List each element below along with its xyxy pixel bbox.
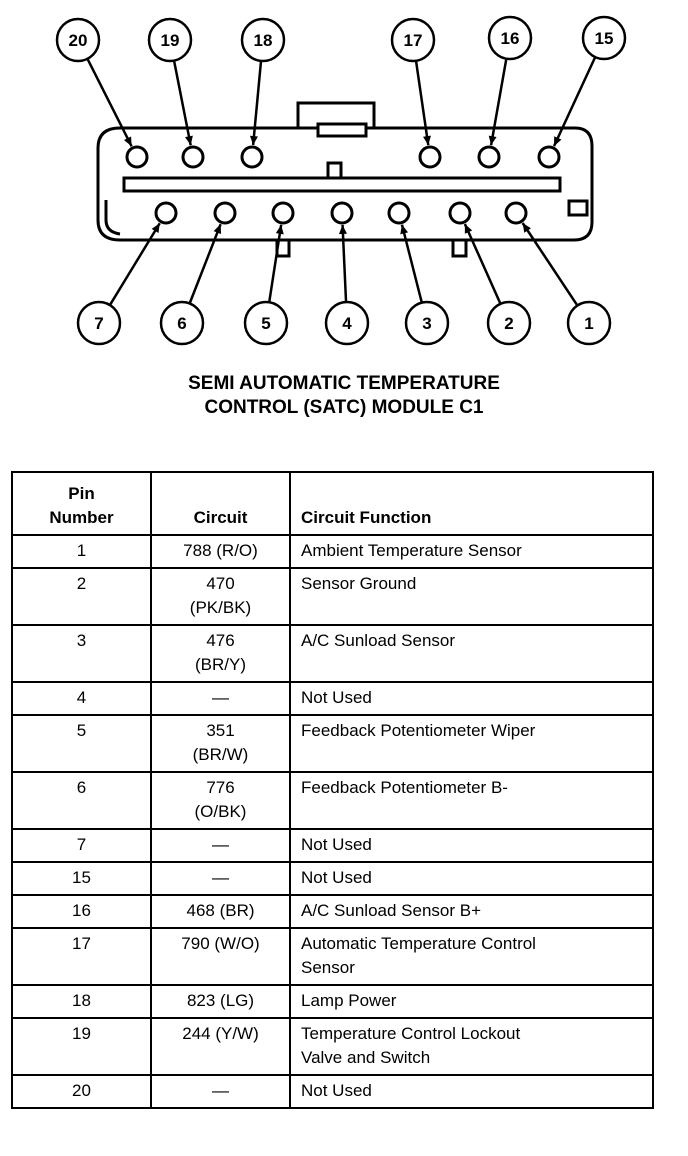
cell-pin-number: 7 bbox=[12, 829, 151, 862]
leader-line bbox=[491, 60, 506, 146]
function-line: Ambient Temperature Sensor bbox=[301, 541, 522, 560]
cell-pin-number: 4 bbox=[12, 682, 151, 715]
pin-hole bbox=[450, 203, 470, 223]
function-line: Temperature Control Lockout bbox=[301, 1024, 521, 1043]
pin-hole bbox=[127, 147, 147, 167]
header-pin-line-2: Number bbox=[49, 508, 114, 527]
cell-circuit bbox=[151, 862, 290, 895]
circuit-line: — bbox=[212, 868, 229, 887]
table-row bbox=[12, 1075, 653, 1108]
cell-pin-number: 2 bbox=[12, 568, 151, 625]
pin-hole bbox=[215, 203, 235, 223]
cell-circuit-function bbox=[290, 715, 653, 772]
cell-circuit bbox=[151, 1018, 290, 1075]
circuit-line: (O/BK) bbox=[194, 802, 247, 821]
function-line: Feedback Potentiometer Wiper bbox=[301, 721, 536, 740]
circuit-line: — bbox=[212, 835, 229, 854]
circuit-line: 788 (R/O) bbox=[183, 541, 258, 560]
circuit-line: (BR/Y) bbox=[195, 655, 246, 674]
pin-hole bbox=[506, 203, 526, 223]
cell-circuit bbox=[151, 895, 290, 928]
cell-pin-number: 1 bbox=[12, 535, 151, 568]
cell-pin-number: 15 bbox=[12, 862, 151, 895]
leader-line bbox=[269, 225, 281, 301]
cell-pin-number: 3 bbox=[12, 625, 151, 682]
function-line: Valve and Switch bbox=[301, 1048, 431, 1067]
callout-pin-number: 15 bbox=[594, 29, 614, 48]
header-circuit: Circuit bbox=[151, 472, 290, 535]
cell-pin-number: 18 bbox=[12, 985, 151, 1018]
cell-pin-number: 5 bbox=[12, 715, 151, 772]
cell-circuit bbox=[151, 829, 290, 862]
leader-line bbox=[402, 225, 422, 302]
header-circuit-function: Circuit Function bbox=[290, 472, 653, 535]
function-line: Sensor bbox=[301, 958, 355, 977]
cell-circuit-function bbox=[290, 682, 653, 715]
callout-pin-number: 3 bbox=[422, 314, 432, 333]
cell-pin-number: 19 bbox=[12, 1018, 151, 1075]
leader-line bbox=[174, 62, 190, 146]
function-line: Sensor Ground bbox=[301, 574, 417, 593]
leader-line bbox=[465, 224, 500, 303]
cell-circuit-function bbox=[290, 928, 653, 985]
cell-circuit bbox=[151, 568, 290, 625]
table-row bbox=[12, 862, 653, 895]
cell-pin-number: 17 bbox=[12, 928, 151, 985]
leader-arrowhead bbox=[185, 136, 193, 146]
circuit-line: 823 (LG) bbox=[186, 991, 255, 1010]
pin-hole bbox=[332, 203, 352, 223]
leader-arrowhead bbox=[339, 225, 347, 234]
header-pin-number bbox=[12, 472, 151, 535]
leader-line bbox=[190, 224, 221, 302]
cell-circuit bbox=[151, 772, 290, 829]
pin-hole bbox=[242, 147, 262, 167]
table-row bbox=[12, 625, 653, 682]
function-line: Not Used bbox=[301, 835, 372, 854]
callout-pin-number: 7 bbox=[94, 314, 104, 333]
table-body bbox=[12, 535, 653, 1108]
cell-circuit bbox=[151, 715, 290, 772]
bottom-pin-holes bbox=[156, 203, 526, 223]
table-row bbox=[12, 985, 653, 1018]
cell-circuit-function bbox=[290, 1075, 653, 1108]
header-pin-line-1: Pin bbox=[68, 484, 95, 503]
pin-hole bbox=[156, 203, 176, 223]
callout-pin-number: 5 bbox=[261, 314, 271, 333]
circuit-line: 476 bbox=[206, 631, 235, 650]
circuit-line: — bbox=[212, 688, 229, 707]
pin-callout bbox=[400, 225, 448, 344]
cell-pin-number: 6 bbox=[12, 772, 151, 829]
table-row bbox=[12, 715, 653, 772]
function-line: Not Used bbox=[301, 688, 372, 707]
leader-arrowhead bbox=[489, 136, 497, 146]
table-header-row bbox=[12, 472, 653, 535]
leader-line bbox=[343, 225, 346, 301]
pin-callout bbox=[161, 224, 221, 344]
table-row bbox=[12, 772, 653, 829]
function-line: A/C Sunload Sensor B+ bbox=[301, 901, 482, 920]
pin-callout bbox=[242, 19, 284, 145]
caption-line-1: SEMI AUTOMATIC TEMPERATURE bbox=[188, 373, 500, 394]
callout-pin-number: 16 bbox=[500, 29, 520, 48]
table-row bbox=[12, 1018, 653, 1075]
leader-line bbox=[523, 223, 577, 305]
leader-line bbox=[88, 60, 132, 147]
caption-line-2: CONTROL (SATC) MODULE C1 bbox=[204, 397, 484, 418]
table-row bbox=[12, 895, 653, 928]
pin-callout bbox=[489, 17, 531, 145]
pin-hole bbox=[273, 203, 293, 223]
cell-circuit-function bbox=[290, 568, 653, 625]
cell-circuit bbox=[151, 625, 290, 682]
cell-circuit-function bbox=[290, 985, 653, 1018]
function-line: Not Used bbox=[301, 868, 372, 887]
cell-circuit bbox=[151, 928, 290, 985]
cell-circuit bbox=[151, 682, 290, 715]
pin-callout bbox=[465, 224, 530, 344]
cell-circuit-function bbox=[290, 895, 653, 928]
function-line: Lamp Power bbox=[301, 991, 397, 1010]
pin-hole bbox=[183, 147, 203, 167]
cell-circuit-function bbox=[290, 535, 653, 568]
pin-hole bbox=[539, 147, 559, 167]
table-row bbox=[12, 928, 653, 985]
cell-pin-number: 16 bbox=[12, 895, 151, 928]
leader-line bbox=[253, 62, 261, 145]
top-pin-holes bbox=[127, 147, 559, 167]
cell-pin-number: 20 bbox=[12, 1075, 151, 1108]
circuit-line: 776 bbox=[206, 778, 235, 797]
pin-callout bbox=[326, 225, 368, 344]
callout-pin-number: 4 bbox=[342, 314, 352, 333]
cell-circuit bbox=[151, 985, 290, 1018]
callout-pin-number: 17 bbox=[403, 31, 423, 50]
cell-circuit-function bbox=[290, 625, 653, 682]
pin-hole bbox=[389, 203, 409, 223]
callout-pin-number: 1 bbox=[584, 314, 594, 333]
function-line: Feedback Potentiometer B- bbox=[301, 778, 508, 797]
callout-pin-number: 6 bbox=[177, 314, 187, 333]
cell-circuit-function bbox=[290, 1018, 653, 1075]
table-row bbox=[12, 568, 653, 625]
leader-arrowhead bbox=[214, 224, 221, 234]
cell-circuit-function bbox=[290, 862, 653, 895]
callout-pin-number: 19 bbox=[160, 31, 180, 50]
circuit-line: 790 (W/O) bbox=[181, 934, 260, 953]
function-line: Not Used bbox=[301, 1081, 372, 1100]
function-line: A/C Sunload Sensor bbox=[301, 631, 456, 650]
table-row bbox=[12, 535, 653, 568]
circuit-line: (BR/W) bbox=[192, 745, 249, 764]
circuit-line: (PK/BK) bbox=[189, 598, 252, 617]
pin-hole bbox=[479, 147, 499, 167]
function-line: Automatic Temperature Control bbox=[301, 934, 536, 953]
cell-circuit-function bbox=[290, 772, 653, 829]
pin-hole bbox=[420, 147, 440, 167]
cell-circuit bbox=[151, 535, 290, 568]
pin-callout bbox=[149, 19, 193, 145]
callout-pin-number: 20 bbox=[68, 31, 88, 50]
pin-function-table bbox=[11, 471, 654, 1109]
diagram-caption bbox=[0, 372, 688, 420]
circuit-line: 351 bbox=[206, 721, 235, 740]
cell-circuit bbox=[151, 1075, 290, 1108]
circuit-line: 470 bbox=[206, 574, 235, 593]
circuit-line: 468 (BR) bbox=[186, 901, 255, 920]
circuit-line: 244 (Y/W) bbox=[182, 1024, 259, 1043]
table-row bbox=[12, 829, 653, 862]
pin-callout bbox=[392, 19, 434, 145]
leader-line bbox=[110, 223, 159, 304]
circuit-line: — bbox=[212, 1081, 229, 1100]
callout-pin-number: 2 bbox=[504, 314, 514, 333]
table-row bbox=[12, 682, 653, 715]
leader-line bbox=[416, 62, 428, 145]
callout-pin-number: 18 bbox=[253, 31, 273, 50]
cell-circuit-function bbox=[290, 829, 653, 862]
